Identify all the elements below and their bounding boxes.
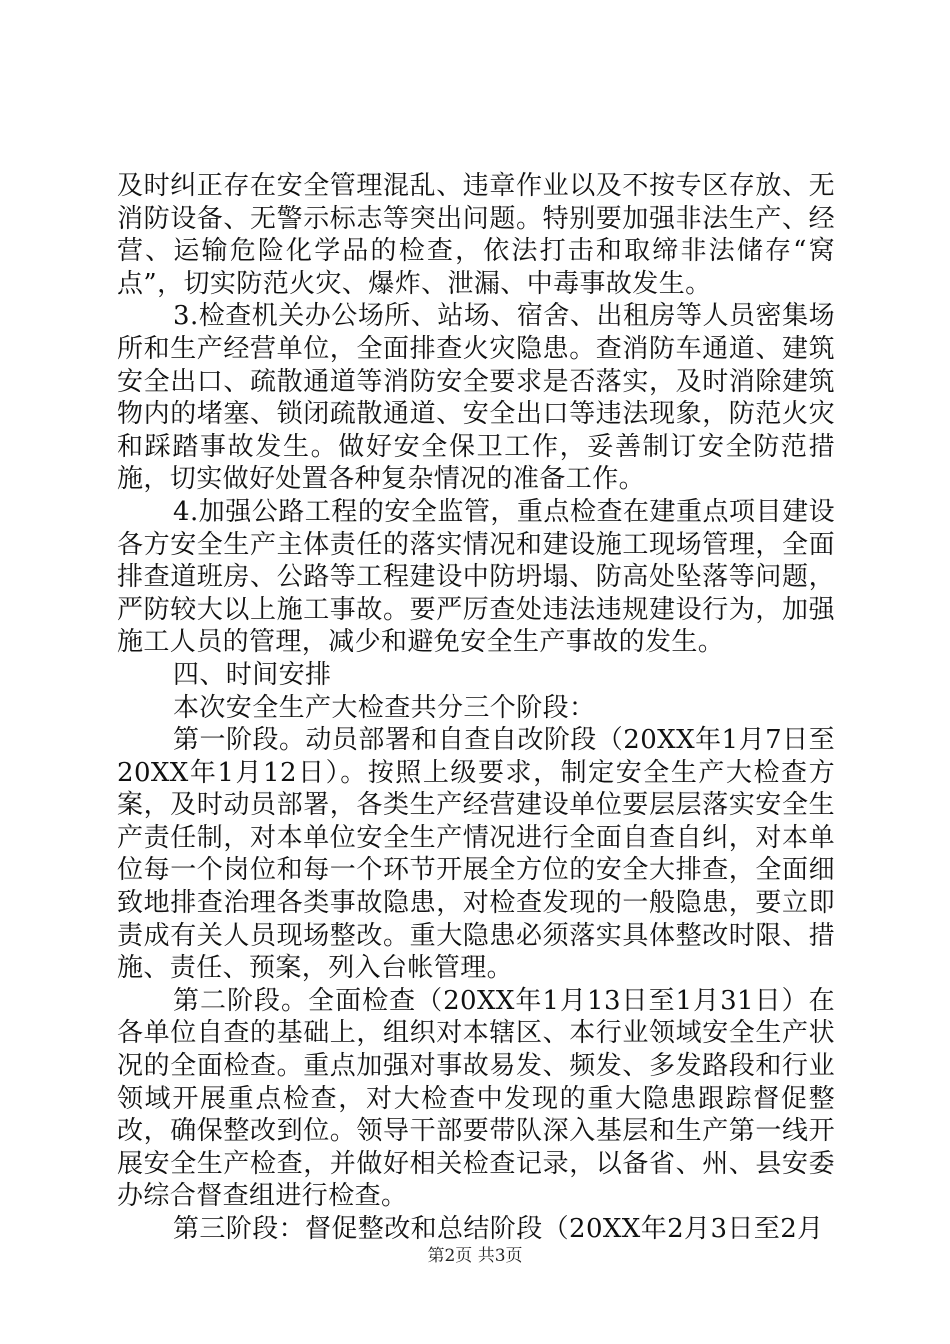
paragraph-schedule-intro: 本次安全生产大检查共分三个阶段： [173, 692, 596, 723]
paragraph-phase-two: 第二阶段。全面检查（20XX年1月13日至1月31日）在各单位自查的基础上，组织对本辖区、本行业领域安全生产状况的全面检查。重点加强对事故易发、频发、多发路段和行业领域开展重点检查，对大检查中发现的重大隐患跟踪督促整改，确保整改到位。领导干部要带队深入基层和生产第一线开展安全生产检查，并做好相关检查记录，以备省、州、县安委办综合督查组进行检查。 [117, 985, 835, 1212]
paragraph-item-3: 3.检查机关办公场所、站场、宿舍、出租房等人员密集场所和生产经营单位，全面排查火灾隐患。查消防车通道、建筑安全出口、疏散通道等消防安全要求是否落实，及时消除建筑物内的堵塞、锁闭疏散通道、安全出口等违法现象，防范火灾和踩踏事故发生。做好安全保卫工作，妥善制订安全防范措施，切实做好处置各种复杂情况的准备工作。 [117, 301, 835, 495]
paragraph-continuation: 及时纠正存在安全管理混乱、违章作业以及不按专区存放、无消防设备、无警示标志等突出问题。特别要加强非法生产、经营、运输危险化学品的检查，依法打击和取缔非法储存“窝点”，切实防范火灾、爆炸、泄漏、中毒事故发生。 [117, 171, 835, 299]
section-heading-schedule: 四、时间安排 [173, 659, 332, 690]
paragraph-phase-one: 第一阶段。动员部署和自查自改阶段（20XX年1月7日至20XX年1月12日）。按照上级要求，制定安全生产大检查方案，及时动员部署，各类生产经营建设单位要层层落实安全生产责任制，对本单位安全生产情况进行全面自查自纠，对本单位每一个岗位和每一个环节开展全方位的安全大排查，全面细致地排查治理各类事故隐患，对检查发现的一般隐患，要立即责成有关人员现场整改。重大隐患必须落实具体整改时限、措施、责任、预案，列入台帐管理。 [117, 725, 835, 984]
paragraph-phase-three: 第三阶段：督促整改和总结阶段（20XX年2月3日至2月 [173, 1214, 824, 1244]
page-number-footer: 第2页 共3页 [427, 1246, 523, 1266]
paragraph-item-4: 4.加强公路工程的安全监管，重点检查在建重点项目建设各方安全生产主体责任的落实情况和建设施工现场管理，全面排查道班房、公路等工程建设中防坍塌、防高处坠落等问题，严防较大以上施工事故。要严厉查处违法违规建设行为，加强施工人员的管理，减少和避免安全生产事故的发生。 [117, 496, 835, 658]
document-body [117, 170, 835, 1246]
